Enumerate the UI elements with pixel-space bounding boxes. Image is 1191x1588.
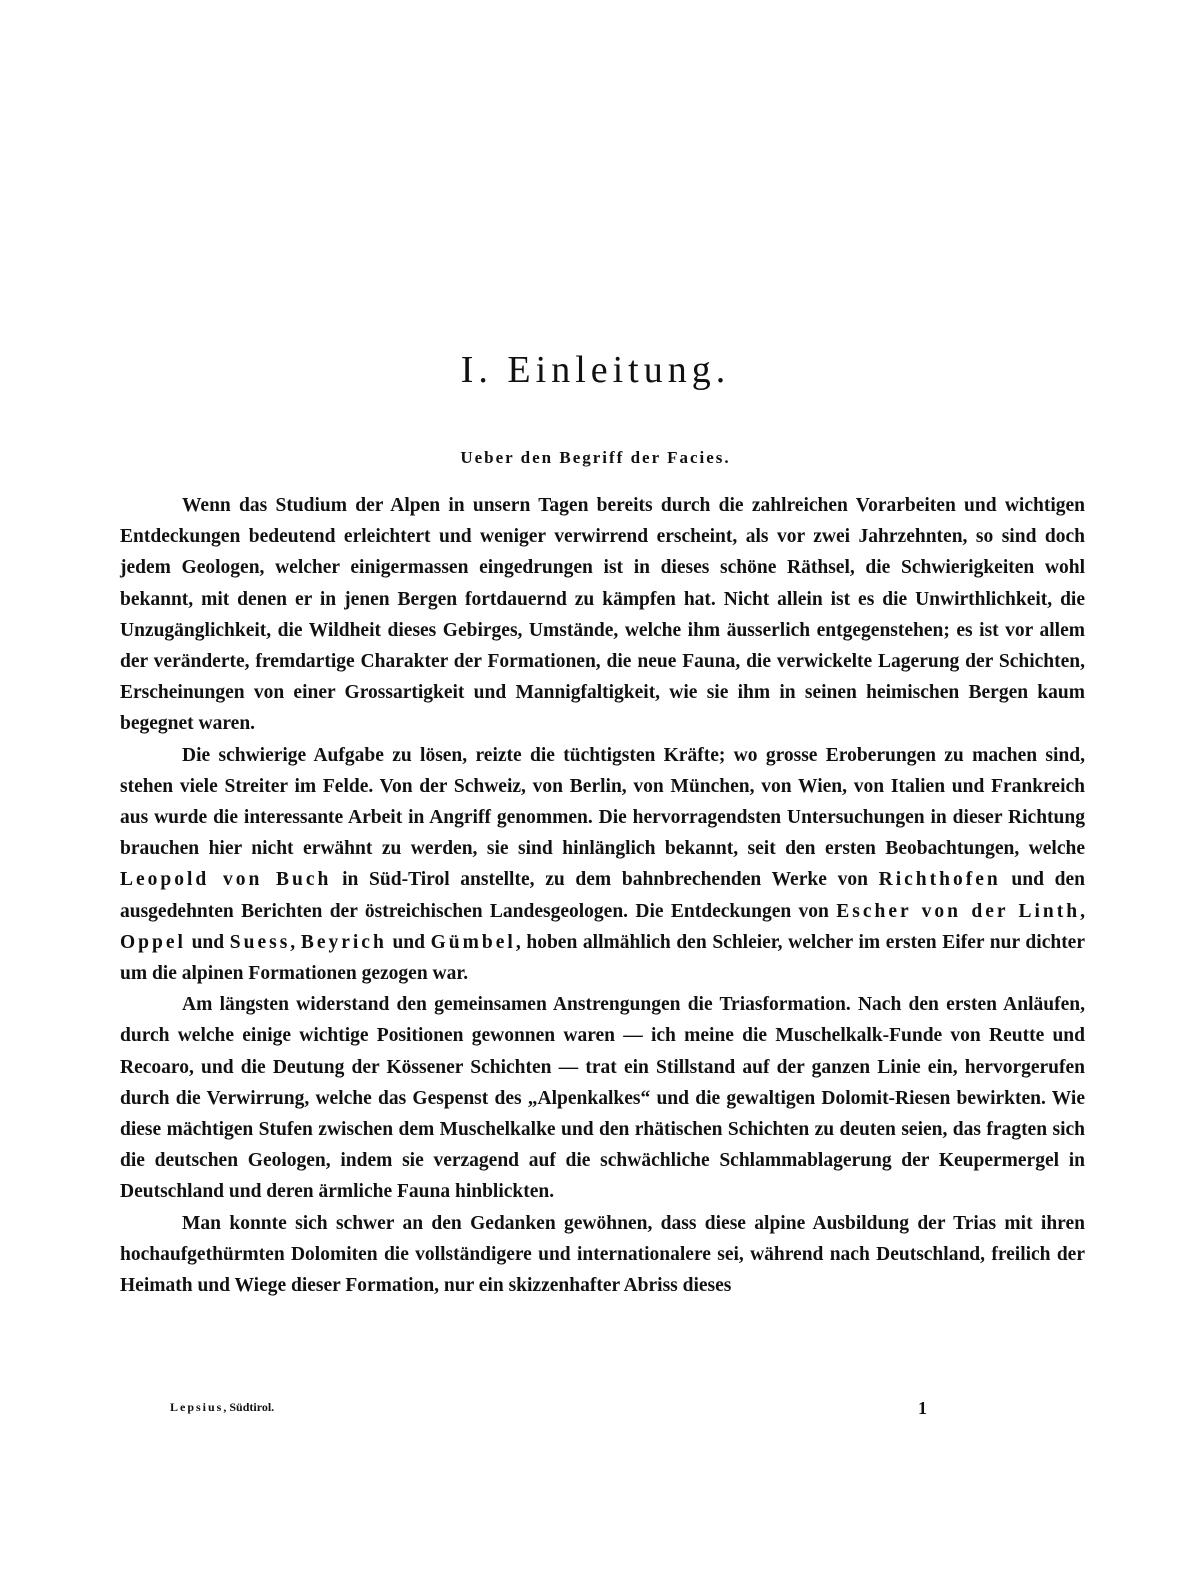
paragraph-2-text-d: , hoben allmählich den Schleier, welcher im ersten Eifer nur dichter um die alpinen Formationen gezogen war. (120, 931, 1085, 985)
paragraph-2-text-b: in Süd-Tirol anstellte, zu dem bahnbrechenden Werke von (331, 869, 879, 891)
name-guembel: Gümbel (430, 931, 516, 953)
paragraph-2-sep-1: , (1080, 900, 1085, 922)
paragraph-2-text-a: Die schwierige Aufgabe zu lösen, reizte die tüchtigsten Kräfte; wo grosse Eroberungen zu machen sind, stehen viele Streiter im Felde. Von der Schweiz, von Berlin, von München, von Wien, von Italien und Frankreich aus wurde die interessante Arbeit in Angriff genommen. Die hervorragendsten Untersuchungen in dieser Richtung brauchen hier nicht erwähnt zu werden, sie sind hinlänglich bekannt, seit den ersten Beobachtungen, welche (120, 744, 1085, 860)
name-richthofen: Richthofen (878, 869, 1001, 891)
paragraph-1 (120, 490, 1085, 740)
chapter-title: I. Einleitung. (460, 349, 731, 391)
paragraph-2-text-c: und den ausgedehnten Berichten der östreichischen Landesgeologen. Die Entdeckungen von (120, 869, 1085, 922)
paragraph-3-text: Am längsten widerstand den gemeinsamen Anstrengungen die Triasformation. Nach den ersten Anläufen, durch welche einige wichtige Positionen gewonnen waren — ich meine die Muschelkalk-Funde von Reutte und Recoaro, und die Deutung der Kössener Schichten — trat ein Stillstand auf der ganzen Linie ein, hervorgerufen durch die Verwirrung, welche das Gespenst des „Alpenkalkes“ und die gewaltigen Dolomit-Riesen bewirkten. Wie diese mächtigen Stufen zwischen dem Muschelkalke und den rhätischen Schichten zu deuten seien, das fragten sich die deutschen Geologen, indem sie verzagend auf die schwächliche Schlammablagerung der Keupermergel in Deutschland und deren ärmliche Fauna hinblickten. (120, 994, 1085, 1203)
paragraph-2-sep-4: und (386, 931, 431, 953)
footer-author (170, 1400, 274, 1415)
paragraph-2 (120, 740, 1085, 990)
paragraph-4-text: Man konnte sich schwer an den Gedanken gewöhnen, dass diese alpine Ausbildung der Trias mit ihren hochaufgethürmten Dolomiten die vollständigere und internationalere sei, während nach Deutschland, freilich der Heimath und Wiege dieser Formation, nur ein skizzenhafter Abriss dieses (120, 1212, 1085, 1297)
name-oppel: Oppel (120, 931, 186, 953)
paragraph-2-sep-3: , (290, 931, 301, 953)
name-leopold-von-buch: Leopold von Buch (120, 869, 332, 891)
paragraph-2-sep-2: und (185, 931, 230, 953)
footer-signature: 1 (918, 1398, 927, 1418)
body-text (120, 490, 1085, 1301)
name-beyrich: Beyrich (300, 931, 387, 953)
name-suess: Suess (229, 931, 291, 953)
section-subtitle: Ueber den Begriff der Facies. (460, 448, 731, 467)
paragraph-3 (120, 989, 1085, 1207)
paragraph-1-text: Wenn das Studium der Alpen in unsern Tagen bereits durch die zahlreichen Vorarbeiten und wichtigen Entdeckungen bedeutend erleichtert und weniger verwirrend erscheint, als vor zwei Jahrzehnten, so sind doch jedem Geologen, welcher einigermassen eingedrungen ist in dieses schöne Räthsel, die Schwierigkeiten wohl bekannt, mit denen er in jenen Bergen fortdauernd zu kämpfen hat. Nicht allein ist es die Unwirthlichkeit, die Unzugänglichkeit, die Wildheit dieses Gebirges, Umstände, welche ihm äusserlich entgegenstehen; es ist vor allem der veränderte, fremdartige Charakter der Formationen, die neue Fauna, die verwickelte Lagerung der Schichten, Erscheinungen von einer Grossartigkeit und Mannigfaltigkeit, wie sie ihm in seinen heimischen Bergen kaum begegnet waren. (120, 495, 1085, 735)
footer-author-name: Lepsius (170, 1400, 224, 1414)
name-escher-von-der-linth: Escher von der Linth (836, 900, 1081, 922)
footer-book-title: , Südtirol. (223, 1400, 275, 1414)
paragraph-4 (120, 1208, 1085, 1302)
